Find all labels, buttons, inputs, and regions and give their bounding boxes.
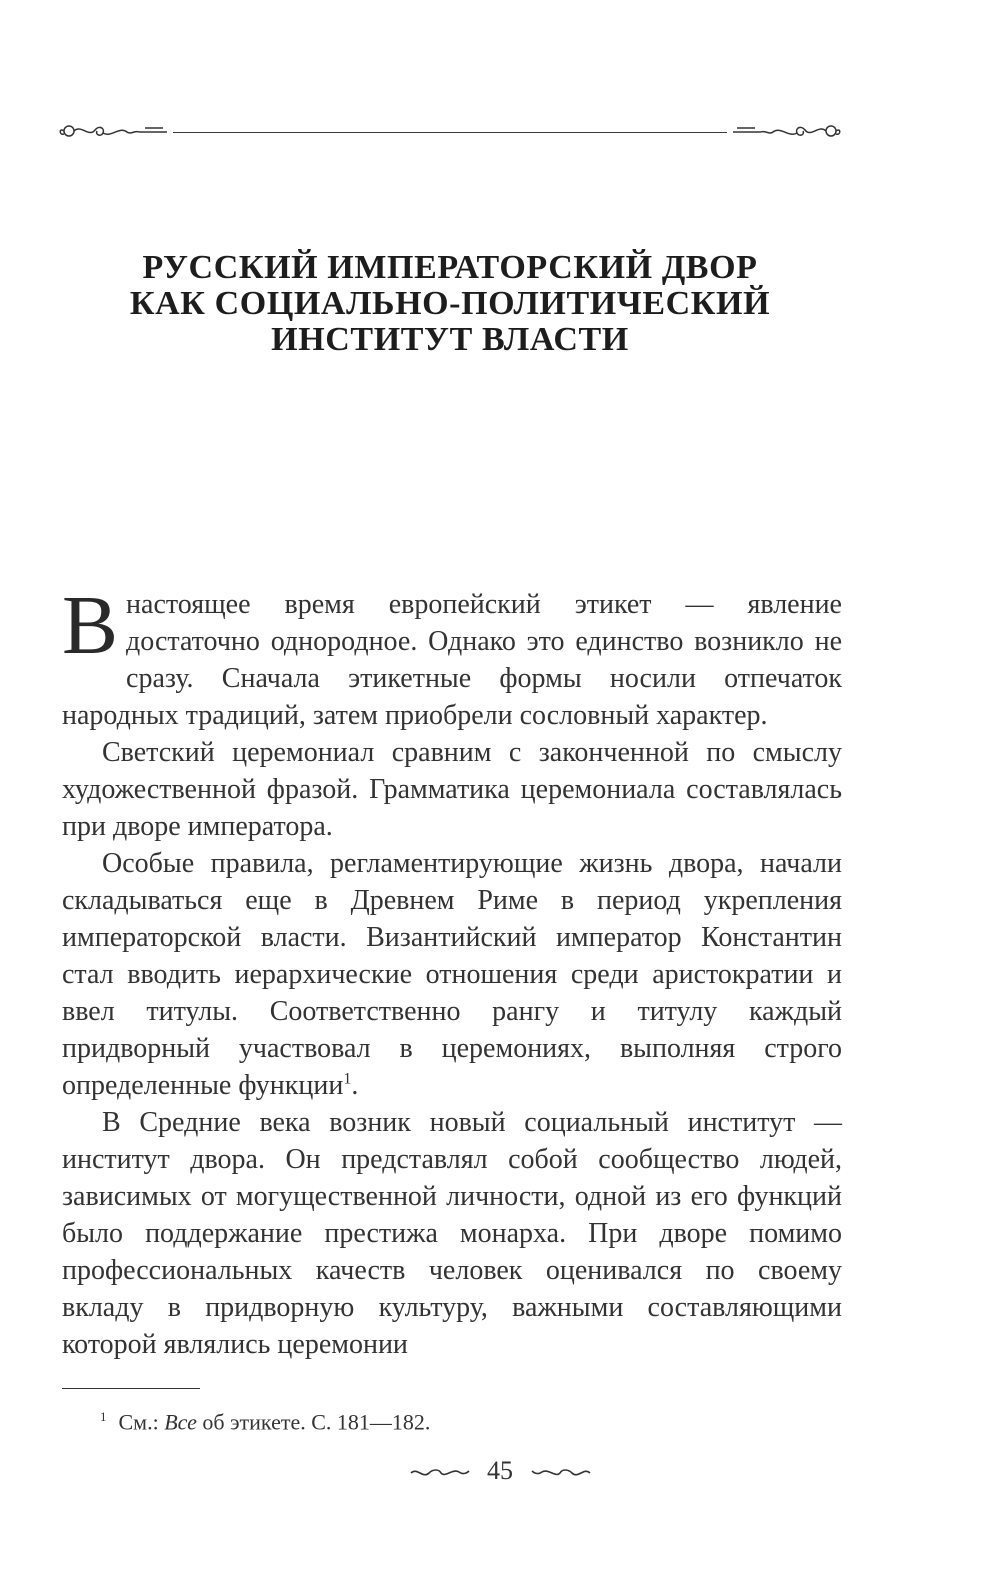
left-flourish-icon: [55, 118, 170, 148]
paragraph-4: В Средние века возник новый социальный институт — институт двора. Он представлял собой сообщество людей, зависимых от могущественной личности, одной из его функций было поддержание престижа монарха. При дворе помимо профессиональных качеств человек оценивался по своему вкладу в придворную культуру, важными составляющими которой являлись церемонии: [62, 1107, 842, 1360]
footnote-prefix: См.:: [118, 1409, 165, 1435]
paragraph-3: [62, 845, 842, 1104]
page-number-block: [0, 1456, 1000, 1486]
footnote-rest: об этикете. С. 181—182.: [196, 1409, 431, 1435]
paragraph-2: Светский церемониал сравним с законченной по смыслу художественной фразой. Грамматика церемониала составлялась при дворе императора.: [62, 737, 842, 842]
title-line: ИНСТИТУТ ВЛАСТИ: [271, 321, 629, 358]
footnote-source-title: Все: [164, 1409, 197, 1435]
paragraph-3-text: Особые правила, регламентирующие жизнь двора, начали складываться еще в Древнем Риме в период укрепления императорской власти. Византийский император Константин стал вводить иерархические отношения среди аристократии и ввел титулы. Соответственно рангу и титулу каждый придворный участвовал в церемониях, выполняя строго определенные функции: [62, 848, 842, 1101]
folio-left-flourish-icon: [409, 1464, 471, 1482]
drop-cap: В: [62, 579, 119, 672]
paragraph-1: [62, 579, 842, 734]
right-flourish-icon: [730, 118, 845, 148]
title-line: РУССКИЙ ИМПЕРАТОРСКИЙ ДВОР: [142, 249, 758, 286]
paragraph-3-end: .: [351, 1070, 359, 1101]
footnote-ref: 1: [343, 1070, 352, 1088]
footnote-rule: [62, 1388, 200, 1389]
folio-right-flourish-icon: [530, 1464, 592, 1482]
body-text: [62, 579, 842, 1363]
header-rule: [173, 132, 727, 133]
title-line: КАК СОЦИАЛЬНО-ПОЛИТИЧЕСКИЙ: [129, 285, 771, 322]
header-ornament: [55, 118, 845, 150]
footnote-mark: 1: [100, 1409, 107, 1424]
page-number: 45: [487, 1456, 513, 1485]
chapter-title: [80, 250, 820, 358]
paragraph-1-text: настоящее время европейский этикет — явление достаточно однородное. Однако это единство возникло не сразу. Сначала этикетные формы носили отпечаток народных традиций, затем приобрели сословный характер.: [62, 589, 842, 731]
footnote: [100, 1402, 430, 1437]
